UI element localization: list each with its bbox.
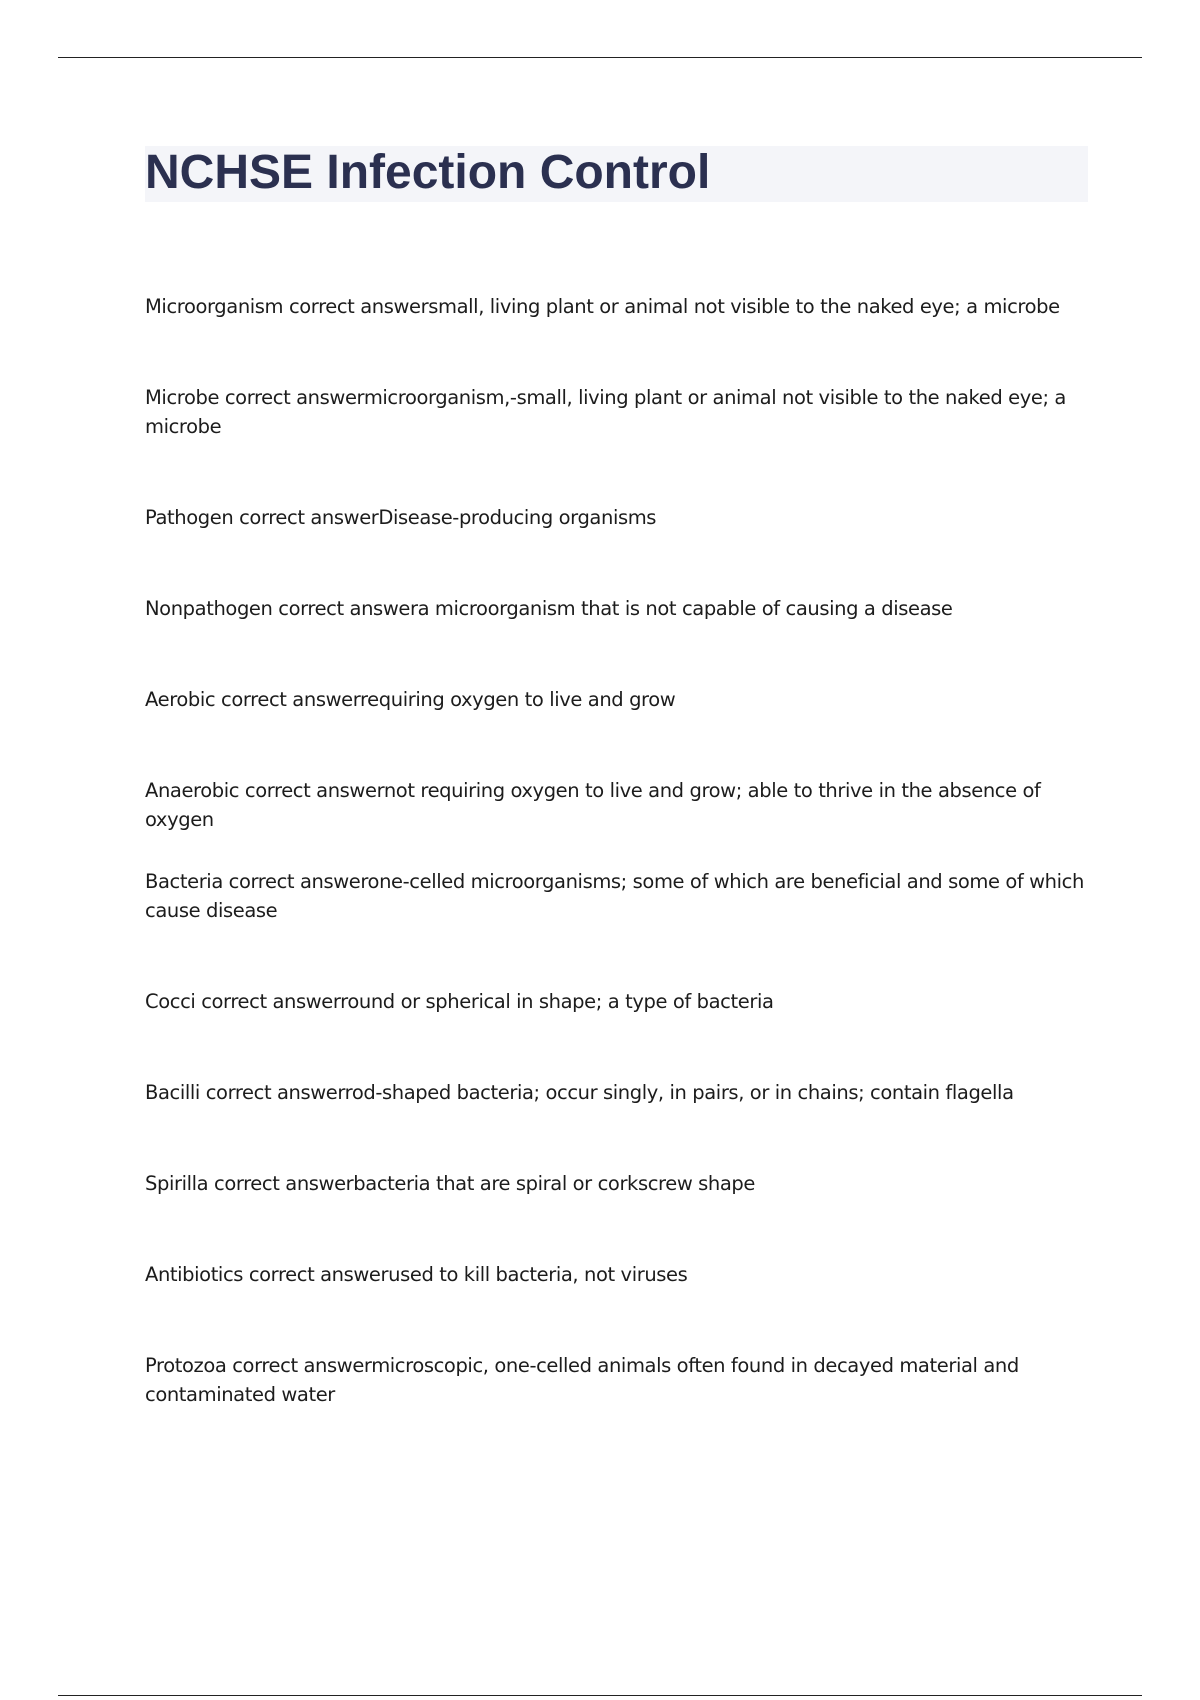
flashcard-entry-bacilli: Bacilli correct answerrod-shaped bacteria; occur singly, in pairs, or in chains; contain flagella — [145, 1081, 1014, 1104]
flashcard-list — [145, 292, 1085, 1471]
flashcard-entry-spirilla: Spirilla correct answerbacteria that are spiral or corkscrew shape — [145, 1172, 756, 1195]
flashcard-entry-aerobic: Aerobic correct answerrequiring oxygen to live and grow — [145, 688, 676, 711]
footer-rule — [58, 1695, 1142, 1696]
document-title: NCHSE Infection Control — [145, 146, 711, 199]
flashcard-entry-antibiotics: Antibiotics correct answerused to kill bacteria, not viruses — [145, 1263, 688, 1286]
flashcard-entry-pathogen: Pathogen correct answerDisease-producing organisms — [145, 506, 657, 529]
flashcard-entry-protozoa: Protozoa correct answermicroscopic, one-celled animals often found in decayed material and contaminated water — [145, 1354, 1019, 1406]
flashcard-entry-anaerobic: Anaerobic correct answernot requiring oxygen to live and grow; able to thrive in the absence of oxygen — [145, 779, 1041, 831]
flashcard-entry-cocci: Cocci correct answerround or spherical in shape; a type of bacteria — [145, 990, 774, 1013]
flashcard-entry-microorganism: Microorganism correct answersmall, living plant or animal not visible to the naked eye; a microbe — [145, 295, 1060, 318]
flashcard-entry-microbe: Microbe correct answermicroorganism,-small, living plant or animal not visible to the naked eye; a microbe — [145, 386, 1066, 438]
flashcard-entry-bacteria: Bacteria correct answerone-celled microorganisms; some of which are beneficial and some of which cause disease — [145, 870, 1084, 922]
flashcard-entry-nonpathogen: Nonpathogen correct answera microorganism that is not capable of causing a disease — [145, 597, 953, 620]
header-rule — [58, 57, 1142, 58]
